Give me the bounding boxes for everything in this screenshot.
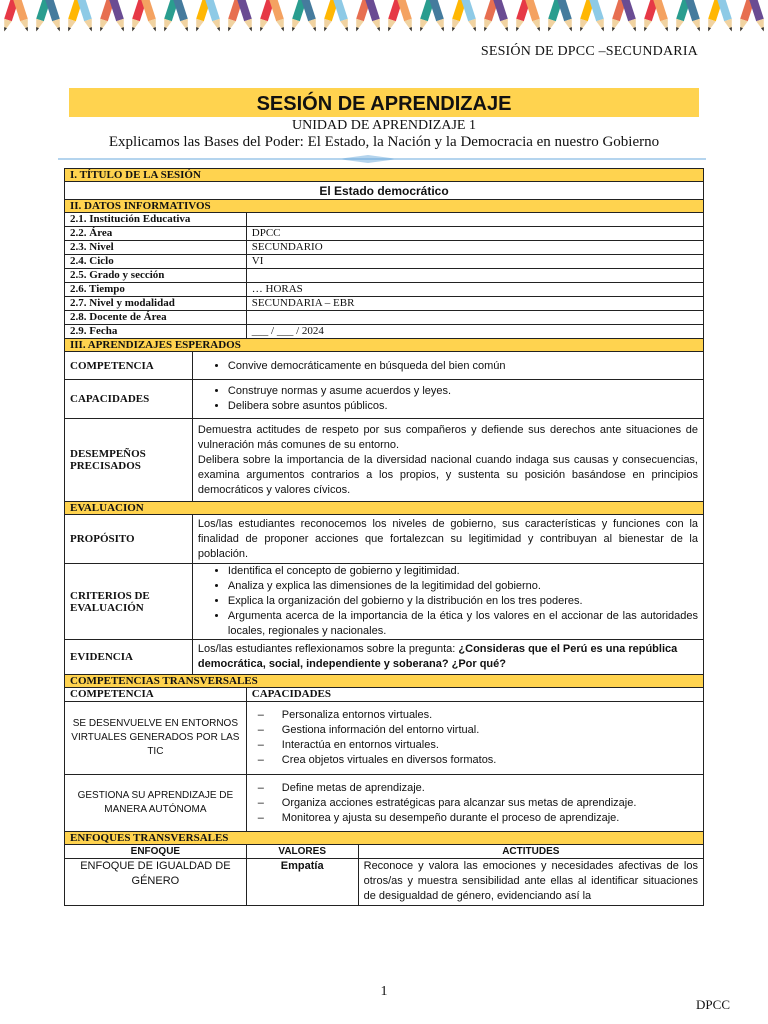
desempeno-text: Delibera sobre la importancia de la diversidad nacional cuando indaga sus causas y consecuencias, examina argumentos contrarios a los propios, y sustenta su posición basándose en principios democráticos y valores cívicos. [197,453,698,496]
page-title: SESIÓN DE APRENDIZAJE [69,88,699,117]
section-enfoques: ENFOQUES TRANSVERSALES [65,832,704,845]
datos-value: … HORAS [246,283,703,297]
pencil-icon [76,0,95,33]
datos-value [246,311,703,325]
pencil-icon [44,0,63,33]
pencil-icon [492,0,511,33]
transversal-col-capacidades: CAPACIDADES [246,688,703,702]
datos-label: 2.6. Tiempo [65,283,247,297]
desempeno-text: Demuestra actitudes de respeto por sus compañeros y defiende sus derechos ante situaciones de vulneración más comunes de su entorno. [197,423,698,451]
criterio-item: • Argumenta acerca de la importancia de la ética y los valores en el accionar de las autoridades locales, regionales y nacionales. [228,609,698,639]
transversal-capacidad: – Gestiona información del entorno virtual. [282,723,698,738]
transversal-capacidad: – Monitorea y ajusta su desempeño durante el proceso de aprendizaje. [282,811,698,826]
competencia-label: COMPETENCIA [65,352,193,380]
pencil-icon [620,0,639,33]
evidencia-label: EVIDENCIA [65,640,193,675]
datos-label: 2.2. Área [65,227,247,241]
section-aprendizajes: III. APRENDIZAJES ESPERADOS [65,339,704,352]
pencil-icon [748,0,767,33]
pencil-icon [556,0,575,33]
datos-label: 2.9. Fecha [65,325,247,339]
pencil-icon [332,0,351,33]
transversal-capacidad: – Personaliza entornos virtuales. [282,708,698,723]
desempenos-label: DESEMPEÑOS PRECISADOS [65,419,193,502]
datos-label: 2.8. Docente de Área [65,311,247,325]
pencil-icon [12,0,31,33]
criterio-item: • Analiza y explica las dimensiones de la legitimidad del gobierno. [228,579,698,594]
datos-label: 2.1. Institución Educativa [65,213,247,227]
page-number: 1 [380,984,388,999]
pencil-icon [428,0,447,33]
datos-value [246,213,703,227]
valor-value: Empatía [246,859,358,906]
transversal-competencia: GESTIONA SU APRENDIZAJE DE MANERA AUTÓNOMA [65,775,247,832]
transversal-col-competencia: COMPETENCIA [65,688,247,702]
session-title-value: El Estado democrático [65,182,704,200]
section-titulo: I. TÍTULO DE LA SESIÓN [65,169,704,182]
pencil-icon [588,0,607,33]
pencil-icon [300,0,319,33]
datos-value: SECUNDARIA – EBR [246,297,703,311]
session-subtitle: Explicamos las Bases del Poder: El Estado, la Nación y la Democracia en nuestro Gobierno [108,134,660,150]
datos-label: 2.7. Nivel y modalidad [65,297,247,311]
evidencia-intro: Los/las estudiantes reflexionamos sobre la pregunta: [197,643,459,655]
pencil-icon [524,0,543,33]
criterio-item: • Explica la organización del gobierno y la distribución en los tres poderes. [228,594,698,609]
actitudes-col: ACTITUDES [358,845,703,859]
datos-label: 2.4. Ciclo [65,255,247,269]
datos-value: DPCC [246,227,703,241]
actitud-value: Reconoce y valora las emociones y necesidades afectivas de los otros/as y muestra sensibilidad ante ellas al identificar situaciones de desigualdad de género, evidenciando así la [358,859,703,906]
section-transversales: COMPETENCIAS TRANSVERSALES [65,675,704,688]
pencil-icon [204,0,223,33]
section-evaluacion: EVALUACION [65,502,704,515]
pencil-icon [684,0,703,33]
pencil-icon [108,0,127,33]
datos-value: VI [246,255,703,269]
enfoque-value: ENFOQUE DE IGUALDAD DE GÉNERO [65,859,247,906]
criterios-label: CRITERIOS DE EVALUACIÓN [65,564,193,640]
pencil-icon [396,0,415,33]
transversal-capacidad: – Organiza acciones estratégicas para alcanzar sus metas de aprendizaje. [282,796,698,811]
capacidad-item: • Delibera sobre asuntos públicos. [228,399,698,414]
pencil-icon [460,0,479,33]
transversal-capacidad: – Crea objetos virtuales en diversos formatos. [282,753,698,768]
datos-label: 2.3. Nivel [65,241,247,255]
transversal-capacidad: – Define metas de aprendizaje. [282,781,698,796]
competencia-item: • Convive democráticamente en búsqueda del bien común [228,360,698,372]
datos-value: ___ / ___ / 2024 [246,325,703,339]
criterio-item: • Identifica el concepto de gobierno y legitimidad. [228,564,698,579]
datos-value [246,269,703,283]
transversal-capacidad: – Interactúa en entornos virtuales. [282,738,698,753]
transversal-competencia: SE DESENVUELVE EN ENTORNOS VIRTUALES GENERADOS POR LAS TIC [65,702,247,775]
pencil-icon [140,0,159,33]
unit-label: UNIDAD DE APRENDIZAJE 1 [292,118,476,133]
datos-label: 2.5. Grado y sección [65,269,247,283]
pencil-icon [716,0,735,33]
enfoque-col: ENFOQUE [65,845,247,859]
section-datos: II. DATOS INFORMATIVOS [65,200,704,213]
footer-label: DPCC [696,997,730,1012]
capacidades-label: CAPACIDADES [65,380,193,419]
valores-col: VALORES [246,845,358,859]
capacidad-item: • Construye normas y asume acuerdos y leyes. [228,384,698,399]
session-table [64,168,704,906]
proposito-label: PROPÓSITO [65,515,193,564]
evidencia-question: ¿Consideras que el Perú es una república democrática, social, independiente y soberana? ¿Por qué? [197,643,678,670]
decorative-divider [58,155,706,163]
datos-value: SECUNDARIO [246,241,703,255]
pencil-border [0,0,768,38]
pencil-icon [268,0,287,33]
pencil-icon [364,0,383,33]
pencil-icon [172,0,191,33]
pencil-icon [236,0,255,33]
header-course-label: SESIÓN DE DPCC –SECUNDARIA [480,44,698,59]
proposito-text: Los/las estudiantes reconocemos los niveles de gobierno, sus características y funciones con la finalidad de proponer acciones que fortalezcan su legitimidad y contribuyan al bienestar de la población. [192,515,703,564]
pencil-icon [652,0,671,33]
